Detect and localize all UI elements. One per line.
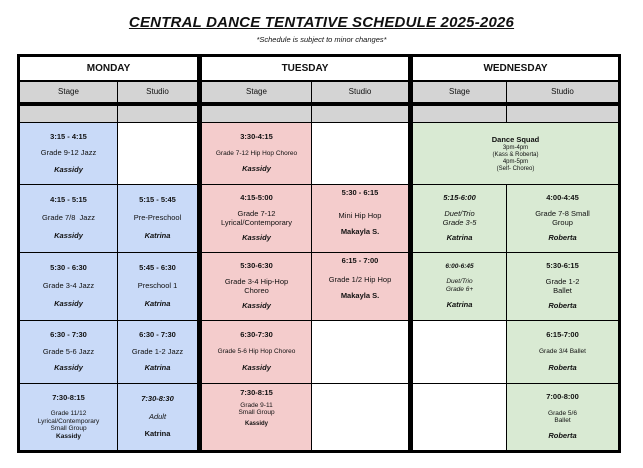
class-slot xyxy=(202,185,311,252)
slot-time: 6:15-7:00 xyxy=(546,330,579,340)
slot-teacher: Katrina xyxy=(144,231,171,241)
slot-class: Grade 1/2 Hip Hop xyxy=(328,274,392,284)
squad-line: (Self- Choreo) xyxy=(496,165,535,172)
slot-class: Preschool 1 xyxy=(137,281,178,291)
slot-class: Grade 7-12 xyxy=(237,208,276,218)
slot-class: Grade 9-11 xyxy=(240,401,273,409)
slot-class: Grade 3/4 Ballet xyxy=(539,348,586,356)
slot-time: 5:15 - 5:45 xyxy=(139,195,176,205)
squad-line: 4pm-5pm xyxy=(502,158,529,165)
slot-teacher: Makayla S. xyxy=(340,227,380,237)
empty-slot xyxy=(413,321,506,383)
slot-teacher: Katrina xyxy=(446,233,473,243)
schedule-table xyxy=(17,54,621,453)
slot-class: Pre-Preschool xyxy=(133,213,182,223)
slot-time: 7:30-8:15 xyxy=(240,388,273,397)
slot-time: 3:30-4:15 xyxy=(240,132,273,142)
slot-teacher: Kassidy xyxy=(54,363,83,373)
slot-teacher: Roberta xyxy=(548,233,577,243)
class-slot xyxy=(118,384,197,450)
slot-class: Lyrical/Contemporary xyxy=(37,417,100,425)
day-header-wednesday: WEDNESDAY xyxy=(413,57,618,80)
slot-class: Grade 7-8 Small xyxy=(535,208,590,218)
slot-time: 6:00-6:45 xyxy=(445,262,474,270)
slot-class: Grade 5/6 xyxy=(548,409,577,417)
spacer-row xyxy=(202,106,311,122)
class-slot xyxy=(118,185,197,252)
slot-time: 4:15 - 5:15 xyxy=(50,195,87,205)
class-slot xyxy=(312,253,408,320)
class-slot xyxy=(413,185,506,252)
subheader-tuesday-stage: Stage xyxy=(202,82,311,102)
slot-class: Grade 5-6 Hip Hop Choreo xyxy=(217,348,296,356)
day-header-monday: MONDAY xyxy=(20,57,197,80)
slot-time: 6:30 - 7:30 xyxy=(50,330,87,340)
squad-line: 3pm-4pm xyxy=(502,145,529,152)
slot-time: 7:00-8:00 xyxy=(546,392,579,402)
slot-class: Grade 7-12 Hip Hop Choreo xyxy=(215,149,298,157)
slot-teacher: Kassidy xyxy=(242,363,271,373)
slot-time: 7:30-8:30 xyxy=(141,394,174,404)
subheader-monday-studio: Studio xyxy=(118,82,197,102)
subheader-wednesday-studio: Studio xyxy=(507,82,618,102)
page-subtitle: *Schedule is subject to minor changes* xyxy=(256,35,387,44)
class-slot xyxy=(20,321,117,383)
slot-teacher: Kassidy xyxy=(244,420,268,427)
slot-class: Ballet xyxy=(553,285,572,295)
squad-line: (Kass & Roberta) xyxy=(492,151,539,158)
slot-class: Duet/Trio xyxy=(444,208,475,218)
slot-class: Grade 5-6 Jazz xyxy=(42,346,95,356)
spacer-row xyxy=(312,106,408,122)
slot-class: Grade 3-4 Hip-Hop xyxy=(224,276,289,286)
class-slot xyxy=(202,253,311,320)
slot-teacher: Kassidy xyxy=(242,164,271,174)
slot-time: 5:15-6:00 xyxy=(443,193,476,203)
class-slot xyxy=(507,185,618,252)
slot-time: 3:15 - 4:15 xyxy=(50,131,87,141)
slot-teacher: Kassidy xyxy=(54,164,83,174)
subheader-tuesday-studio: Studio xyxy=(312,82,408,102)
slot-teacher: Makayla S. xyxy=(340,291,380,301)
slot-teacher: Roberta xyxy=(548,301,577,311)
class-slot xyxy=(20,253,117,320)
class-slot xyxy=(413,253,506,320)
class-slot xyxy=(20,384,117,450)
class-slot xyxy=(118,321,197,383)
slot-teacher: Kassidy xyxy=(54,299,83,309)
slot-time: 7:30-8:15 xyxy=(52,392,85,402)
slot-time: 5:30-6:30 xyxy=(240,261,273,271)
slot-time: 4:00-4:45 xyxy=(546,193,579,203)
slot-class: Group xyxy=(552,217,573,227)
slot-class: Duet/Trio xyxy=(446,278,473,286)
slot-class: Grade 9-12 Jazz xyxy=(40,148,97,158)
spacer-row xyxy=(413,106,506,122)
empty-slot xyxy=(312,123,408,184)
class-slot xyxy=(507,384,618,450)
squad-title: Dance Squad xyxy=(491,135,540,145)
page-title: CENTRAL DANCE TENTATIVE SCHEDULE 2025-2026 xyxy=(128,14,515,31)
class-slot xyxy=(20,185,117,252)
slot-teacher: Kassidy xyxy=(242,301,271,311)
spacer-row xyxy=(507,106,618,122)
slot-class: Grade 11/12 xyxy=(50,410,87,418)
spacer-row xyxy=(20,106,117,122)
slot-class: Grade 7/8 Jazz xyxy=(42,213,95,223)
spacer-row xyxy=(118,106,197,122)
slot-teacher: Roberta xyxy=(548,430,577,440)
slot-teacher: Katrina xyxy=(144,363,171,373)
slot-time: 6:30 - 7:30 xyxy=(139,330,176,340)
slot-class: Grade 3-4 Jazz xyxy=(42,281,95,291)
class-slot xyxy=(202,321,311,383)
slot-time: 5:30 - 6:30 xyxy=(50,263,87,273)
slot-teacher: Katrina xyxy=(446,300,473,310)
slot-teacher: Kassidy xyxy=(54,231,83,241)
slot-time: 5:45 - 6:30 xyxy=(139,263,176,273)
subheader-monday-stage: Stage xyxy=(20,82,117,102)
day-header-tuesday: TUESDAY xyxy=(202,57,408,80)
slot-time: 4:15-5:00 xyxy=(240,193,273,203)
class-slot xyxy=(507,253,618,320)
slot-time: 6:15 - 7:00 xyxy=(341,256,379,265)
slot-class: Grade 1-2 Jazz xyxy=(131,346,184,356)
slot-class: Mini Hip Hop xyxy=(338,210,382,220)
slot-teacher: Kassidy xyxy=(56,432,81,440)
subheader-wednesday-stage: Stage xyxy=(413,82,506,102)
class-slot xyxy=(20,123,117,184)
class-slot xyxy=(118,253,197,320)
slot-class: Adult xyxy=(148,411,167,421)
slot-class: Grade 1-2 xyxy=(545,276,580,286)
slot-time: 6:30-7:30 xyxy=(240,330,273,340)
slot-teacher: Katrina xyxy=(144,299,171,309)
slot-class: Lyrical/Contemporary xyxy=(221,217,292,227)
class-slot xyxy=(507,321,618,383)
slot-teacher: Katrina xyxy=(144,429,171,439)
empty-slot xyxy=(312,384,408,450)
slot-class: Small Group xyxy=(238,409,275,417)
empty-slot xyxy=(312,321,408,383)
class-slot xyxy=(202,384,311,450)
slot-time: 5:30-6:15 xyxy=(546,261,579,271)
empty-slot xyxy=(413,384,506,450)
slot-teacher: Roberta xyxy=(548,363,577,373)
class-slot xyxy=(312,185,408,252)
class-slot xyxy=(202,123,311,184)
empty-slot xyxy=(118,123,197,184)
slot-class: Grade 3-5 xyxy=(442,217,477,227)
slot-time: 5:30 - 6:15 xyxy=(341,188,379,197)
dance-squad-slot xyxy=(413,123,618,184)
slot-teacher: Kassidy xyxy=(242,233,271,243)
slot-class: Small Group xyxy=(50,425,87,433)
slot-class: Choreo xyxy=(244,285,269,295)
slot-class: Ballet xyxy=(554,417,571,424)
slot-class: Grade 6+ xyxy=(445,285,474,293)
